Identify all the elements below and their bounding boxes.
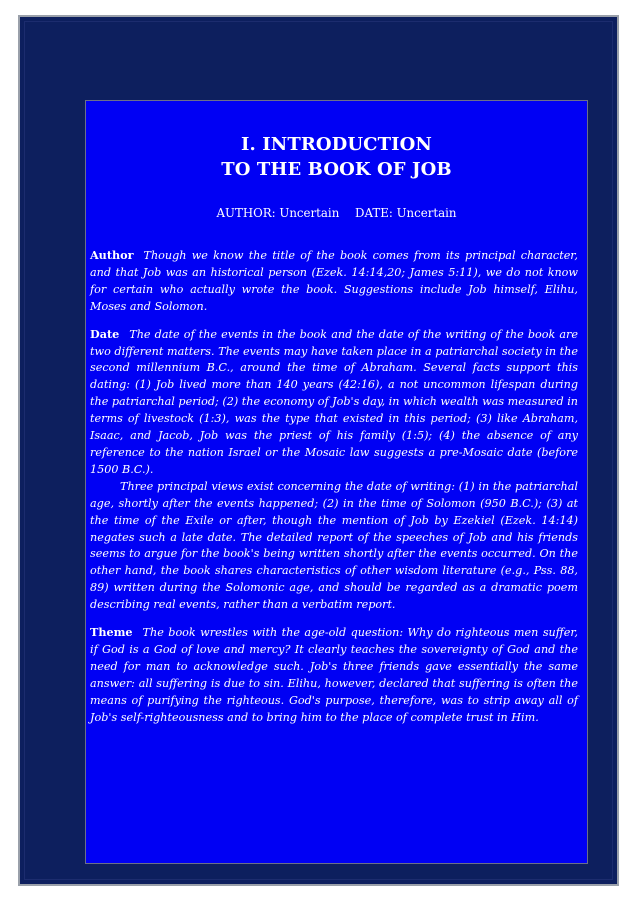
- title-line-1: I. INTRODUCTION: [241, 134, 432, 155]
- theme-label: Theme: [90, 625, 133, 640]
- theme-paragraph: [90, 624, 578, 726]
- meta-line: [86, 206, 587, 220]
- title-line-2: TO THE BOOK OF JOB: [221, 159, 452, 180]
- author-paragraph: [90, 247, 578, 316]
- date-label: Date: [90, 326, 120, 341]
- date-continuation-text: Three principal views exist concerning the date of writing: (1) in the patriarchal age, shortly after the events happened; (2) in the time of Solomon (950 B.C.); (3) at the time of the Exile or after, though the mention of Job by Ezekiel (Ezek. 14:14) negates such a late date. The detailed report of the speeches of Job and his friends seems to argue for the book's being written shortly after the events occurred. On the other hand, the book shares characteristics of other wisdom literature (e.g., Pss. 88, 89) written during the Solomonic age, and should be regarded as a dramatic poem describing real events, rather than a verbatim report.: [90, 479, 578, 612]
- author-label: Author: [90, 248, 134, 262]
- date-continuation-paragraph: [90, 479, 578, 614]
- date-text: The date of the events in the book and the date of the writing of the book are two different matters. The events may have taken place in a patriarchal society in the second millennium B.C., around the time of Abraham. Several facts support this dating: (1) Job lived more than 140 years (42:16), a not uncommon lifespan during the patriarchal period; (2) the economy of Job's day, in which wealth was measured in terms of livestock (1:3), was the type that existed in this period; (3) like Abraham, Isaac, and Jacob, Job was the priest of his family (1:5); (4) the absence of any reference to the nation Israel or the Mosaic law suggests a pre-Mosaic date (before 1500 B.C.).: [90, 327, 578, 476]
- author-text: Though we know the title of the book comes from its principal character, and that Job was an historical person (Ezek. 14:14,20; James 5:11), we do not know for certain who actually wrote the book. Suggestions include Job himself, Elihu, Moses and Solomon.: [90, 249, 578, 313]
- body-text: [90, 247, 578, 726]
- meta-date: DATE: Uncertain: [355, 206, 457, 220]
- theme-text: The book wrestles with the age-old question: Why do righteous men suffer, if God is a God of love and mercy? It clearly teaches the sovereignty of God and the need for man to acknowledge such. Job's three friends gave essentially the same answer: all suffering is due to sin. Elihu, however, declared that suffering is often the means of purifying the righteous. God's purpose, therefore, was to strip away all of Job's self-righteousness and to bring him to the place of complete trust in Him.: [90, 626, 578, 724]
- content-panel: [85, 100, 588, 864]
- date-paragraph: [90, 326, 578, 479]
- meta-author: AUTHOR: Uncertain: [216, 206, 340, 220]
